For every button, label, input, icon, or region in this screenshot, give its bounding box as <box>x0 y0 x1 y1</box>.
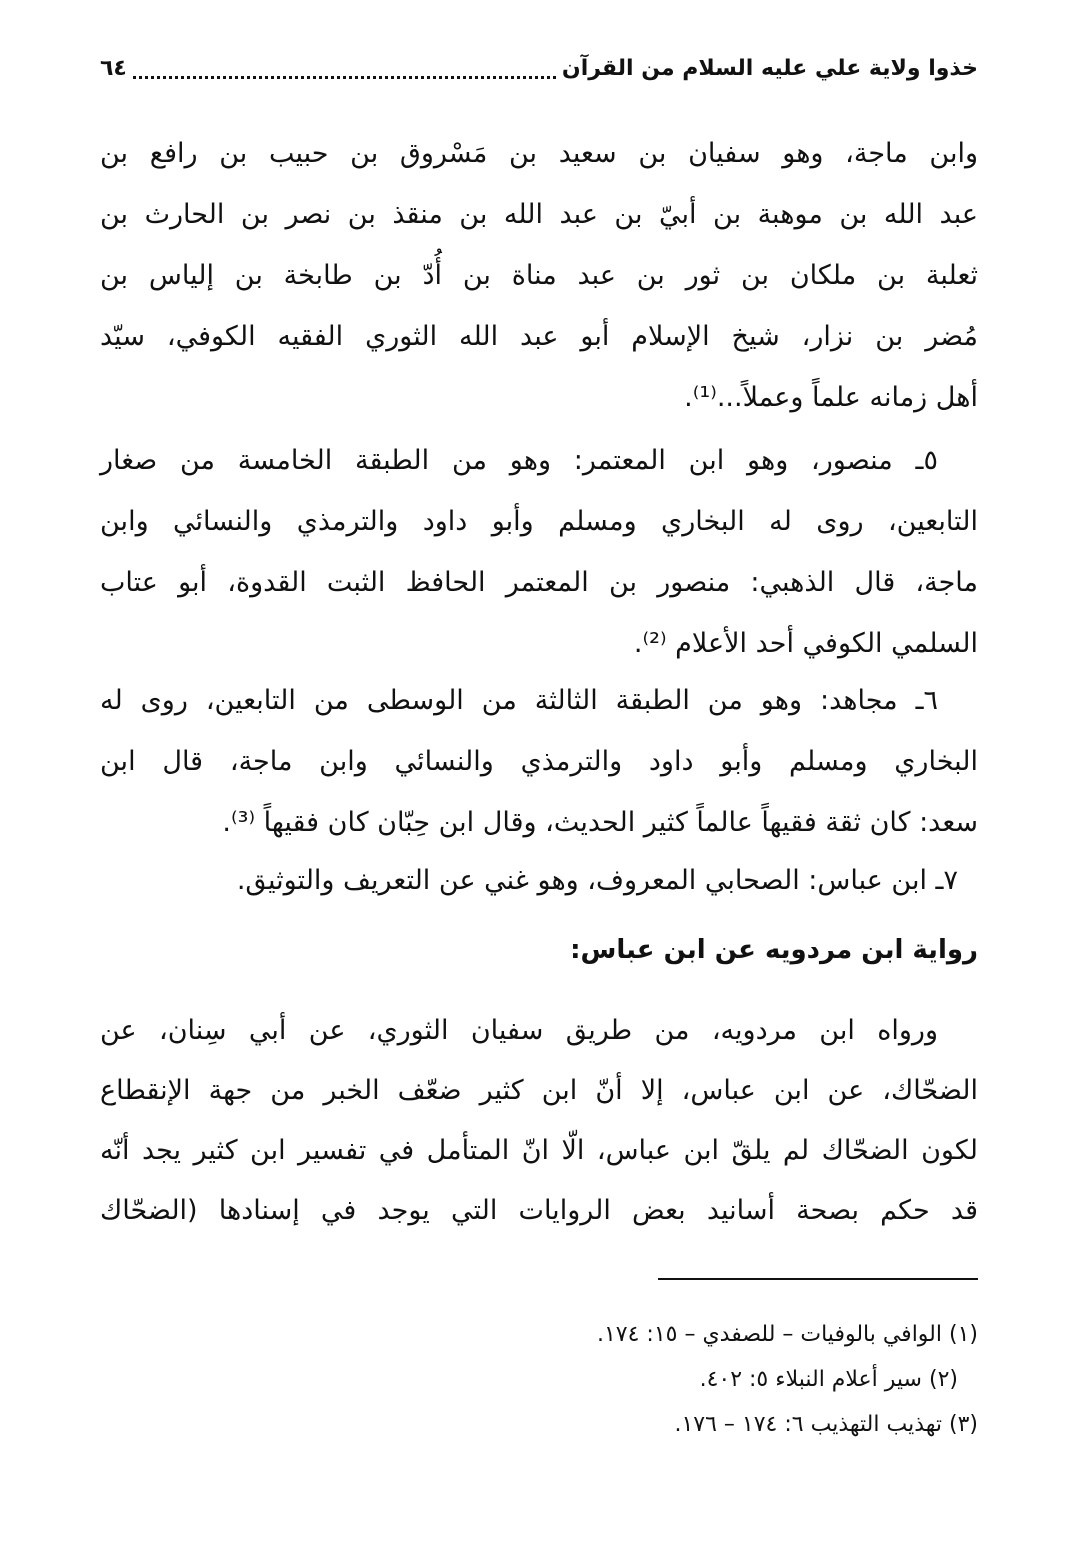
text-line: قد حكم بصحة أسانيد بعض الروايات التي يوجد في إسنادها (الضحّاك <box>100 1195 978 1226</box>
footnote: (٢) سير أعلام النبلاء ٥: ٤٠٢. <box>699 1367 958 1392</box>
leader-dots <box>133 58 556 79</box>
text-line: الضحّاك، عن ابن عباس، إلا أنّ ابن كثير ضعّف الخبر من جهة الإنقطاع <box>100 1075 978 1106</box>
text-line: ٦ـ مجاهد: وهو من الطبقة الثالثة من الوسطى من التابعين، روى له <box>100 685 938 716</box>
footnote-separator <box>658 1278 978 1280</box>
text-line: أهل زمانه علماً وعملاً...⁽¹⁾. <box>684 382 978 413</box>
text-line: ثعلبة بن ملكان بن ثور بن عبد مناة بن أُدّ بن طابخة بن إلياس بن <box>100 260 978 291</box>
footnote: (٣) تهذيب التهذيب ٦: ١٧٤ – ١٧٦. <box>674 1412 978 1437</box>
running-header <box>100 48 978 88</box>
text-line: السلمي الكوفي أحد الأعلام ⁽²⁾. <box>633 628 978 659</box>
text-line: ٧ـ ابن عباس: الصحابي المعروف، وهو غني عن التعريف والتوثيق. <box>236 865 958 896</box>
section-heading: رواية ابن مردويه عن ابن عباس: <box>570 935 978 965</box>
text-line: ورواه ابن مردويه، من طريق سفيان الثوري، عن أبي سِنان، عن <box>100 1015 938 1046</box>
running-title: خذوا ولاية علي عليه السلام من القرآن <box>561 55 978 81</box>
text-line: وابن ماجة، وهو سفيان بن سعيد بن مَسْروق بن حبيب بن رافع بن <box>100 138 978 169</box>
text-line: مُضر بن نزار، شيخ الإسلام أبو عبد الله الثوري الفقيه الكوفي، سيّد <box>100 321 978 352</box>
text-line: التابعين، روى له البخاري ومسلم وأبو داود والترمذي والنسائي وابن <box>100 506 978 537</box>
footnote: (١) الوافي بالوفيات – للصفدي – ١٥: ١٧٤. <box>596 1322 978 1347</box>
text-line: ماجة، قال الذهبي: منصور بن المعتمر الحافظ الثبت القدوة، أبو عتاب <box>100 567 978 598</box>
text-line: ٥ـ منصور، وهو ابن المعتمر: وهو من الطبقة الخامسة من صغار <box>100 445 938 476</box>
text-line: عبد الله بن موهبة بن أبيّ بن عبد الله بن منقذ بن نصر بن الحارث بن <box>100 199 978 230</box>
text-line: البخاري ومسلم وأبو داود والترمذي والنسائي وابن ماجة، قال ابن <box>100 746 978 777</box>
text-line: سعد: كان ثقة فقيهاً عالماً كثير الحديث، وقال ابن حِبّان كان فقيهاً ⁽³⁾. <box>222 807 978 838</box>
text-line: لكون الضحّاك لم يلقّ ابن عباس، الّا انّ المتأمل في تفسير ابن كثير يجد أنّه <box>100 1135 978 1166</box>
page-number: ٦٤ <box>100 55 127 81</box>
